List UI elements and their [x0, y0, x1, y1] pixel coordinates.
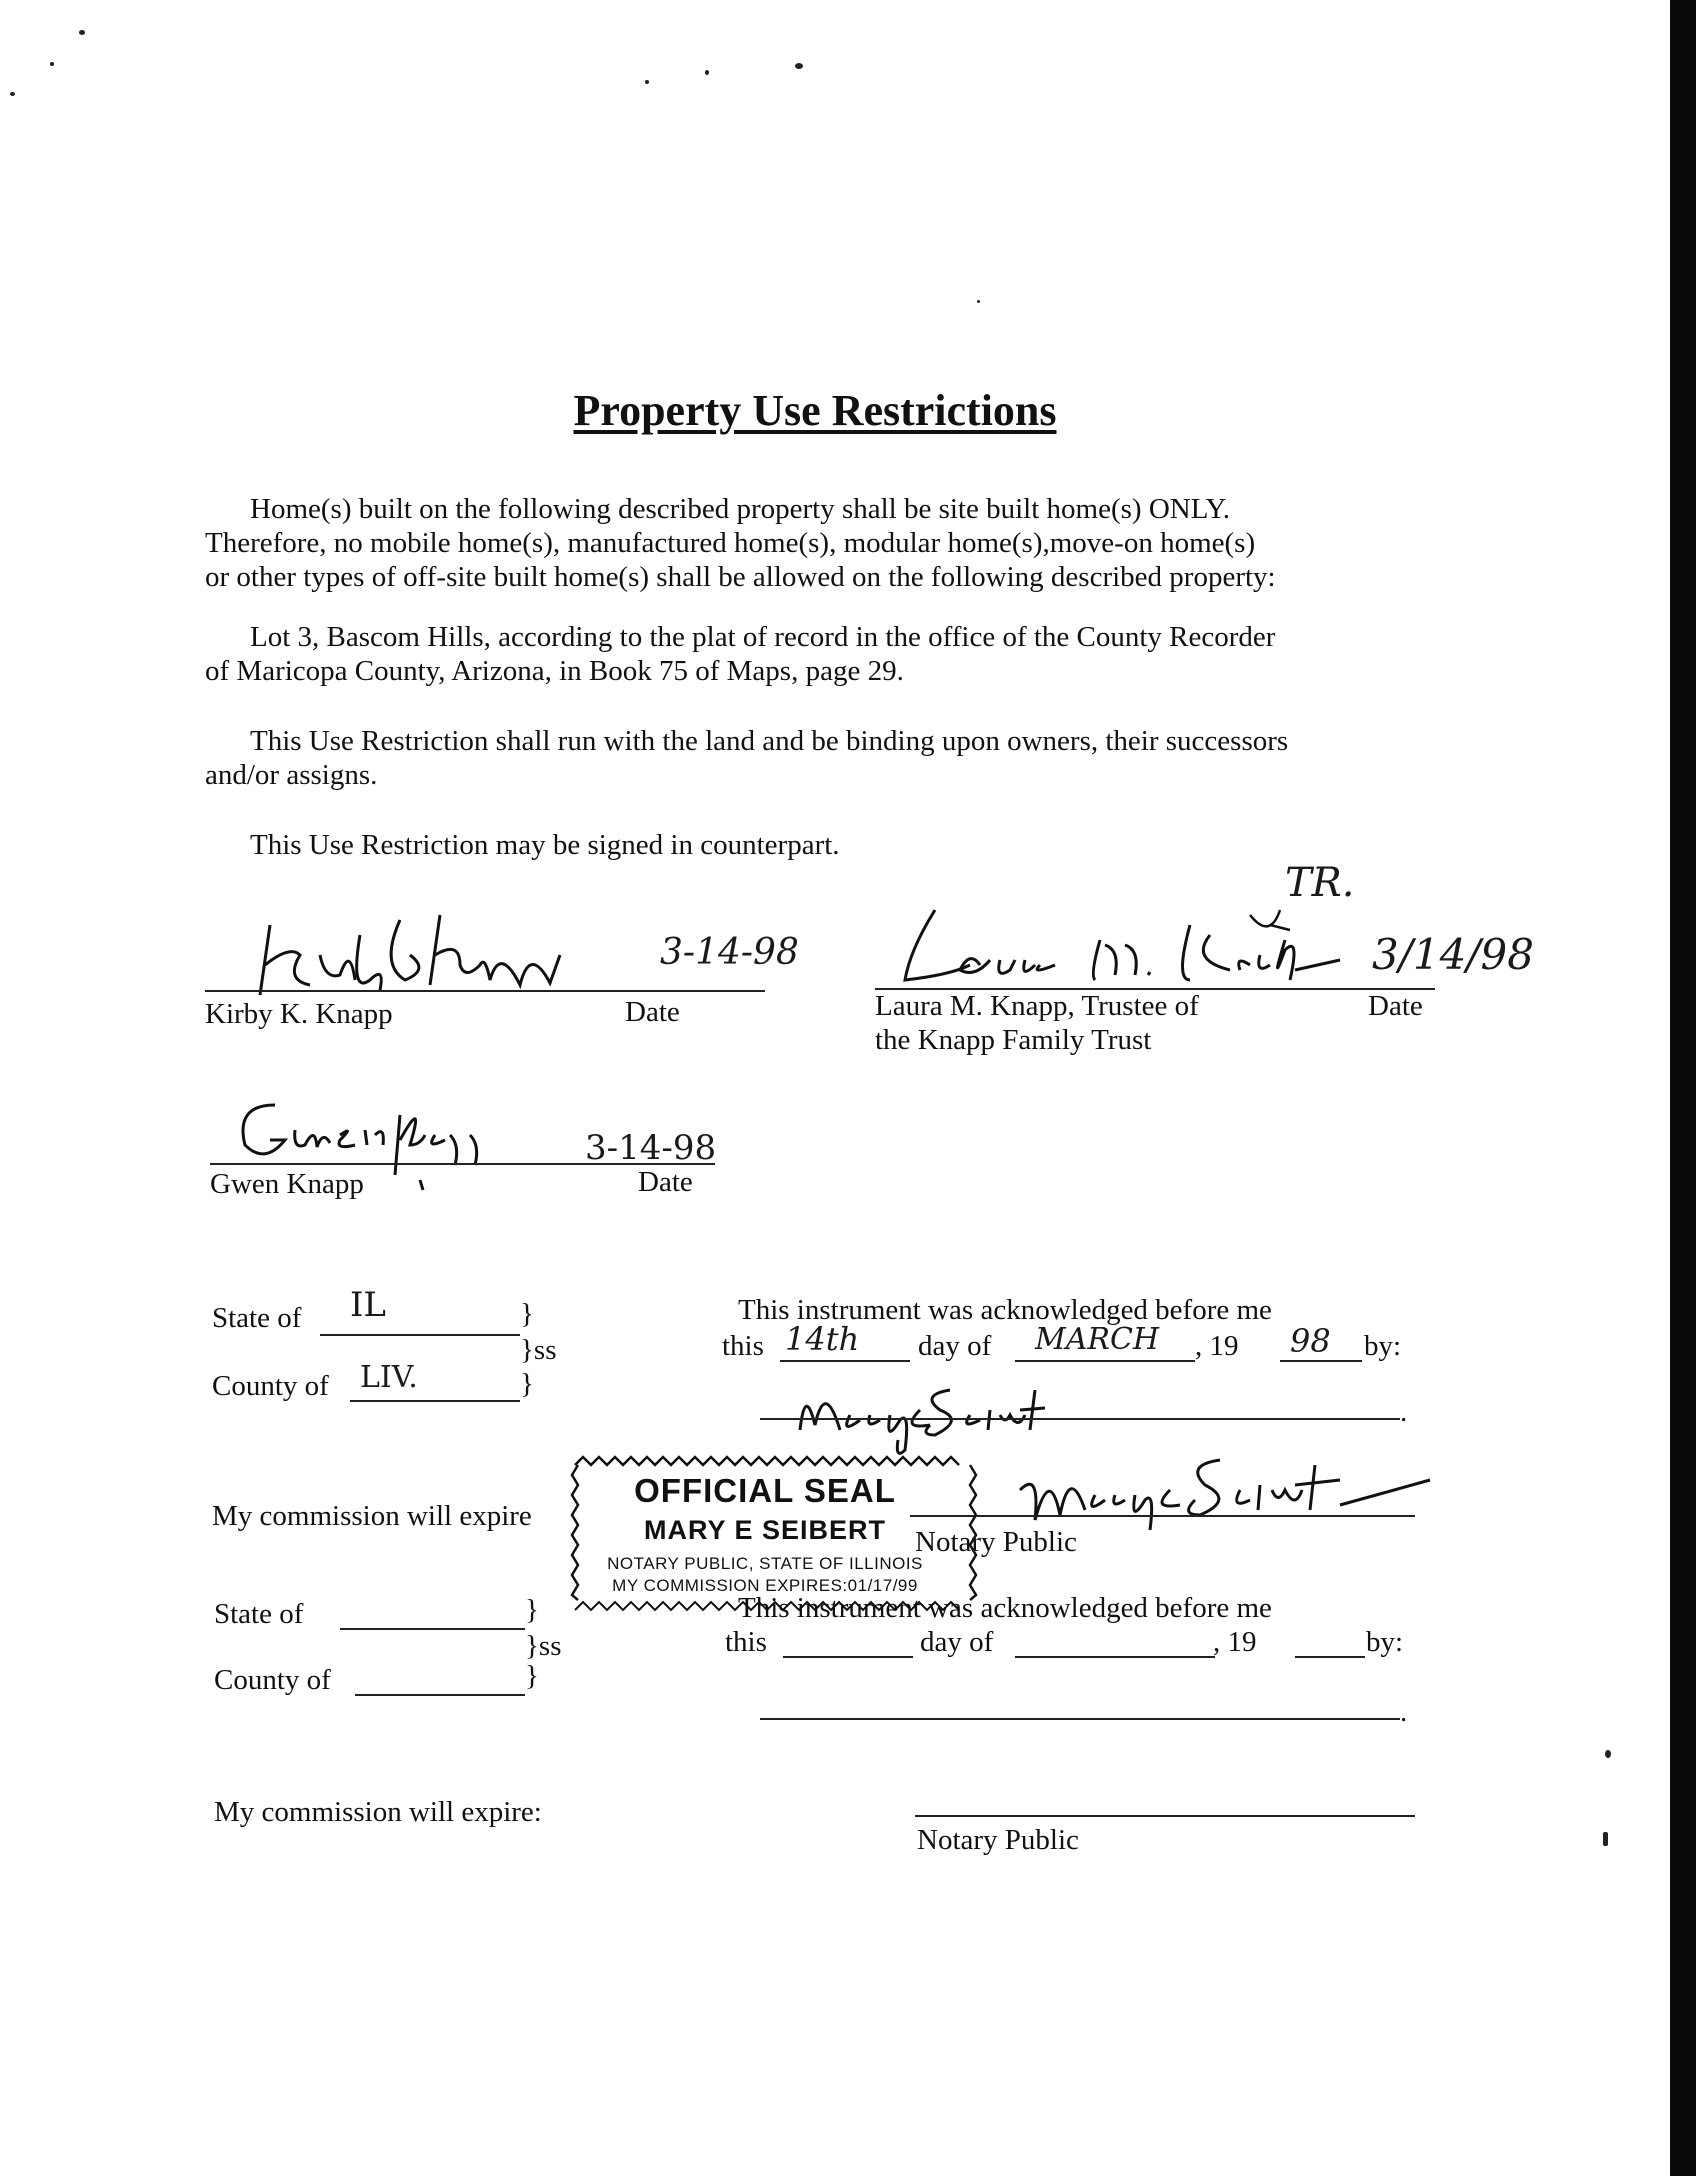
- notary1-month-line: [1015, 1360, 1195, 1362]
- notary1-public-line: [910, 1515, 1415, 1517]
- scan-speck: [705, 70, 709, 75]
- notary1-by-label: by:: [1364, 1330, 1402, 1362]
- notary1-county-value: LIV.: [360, 1360, 418, 1395]
- seal-notary-name: MARY E SEIBERT: [643, 1515, 887, 1545]
- scan-speck: [645, 80, 649, 84]
- notary1-year-line: [1280, 1360, 1362, 1362]
- paragraph3-line1: This Use Restriction shall run with the land and be binding upon owners, their successors: [250, 725, 1289, 757]
- notary2-commission-label: My commission will expire:: [214, 1796, 542, 1828]
- notary1-ack-line: This instrument was acknowledged before me: [738, 1294, 1272, 1326]
- paragraph1-line2: Therefore, no mobile home(s), manufactured home(s), modular home(s),move-on home(s): [205, 527, 1256, 559]
- notary2-county-line: [355, 1694, 525, 1696]
- gwen-date-value: 3-14-98: [585, 1128, 717, 1168]
- notary1-day-line: [780, 1360, 910, 1362]
- notary1-brace-top: }: [520, 1298, 534, 1330]
- kirby-date-label: Date: [625, 996, 680, 1028]
- notary1-public-label: Notary Public: [915, 1526, 1077, 1558]
- gwen-date-label: Date: [638, 1166, 693, 1198]
- scan-speck: [977, 300, 980, 303]
- gwen-name-label: Gwen Knapp: [210, 1168, 364, 1200]
- laura-name-label-line2: the Knapp Family Trust: [875, 1024, 1152, 1056]
- paragraph2-line2: of Maricopa County, Arizona, in Book 75 of Maps, page 29.: [205, 655, 904, 687]
- laura-signature: [890, 890, 1370, 1000]
- laura-trustee-annotation: TR.: [1285, 860, 1355, 906]
- laura-name-label-line1: Laura M. Knapp, Trustee of: [875, 990, 1199, 1022]
- scan-speck: [1605, 1750, 1611, 1758]
- paragraph2-line1: Lot 3, Bascom Hills, according to the plat of record in the office of the County Recorder: [250, 621, 1276, 653]
- notary2-year-line: [1295, 1656, 1365, 1658]
- scan-speck: [10, 92, 15, 96]
- notary1-day-value: 14th: [785, 1320, 860, 1358]
- scan-speck: [1603, 1832, 1608, 1846]
- notary2-public-line: [915, 1815, 1415, 1817]
- seal-notary-state: NOTARY PUBLIC, STATE OF ILLINOIS: [607, 1554, 923, 1573]
- notary1-this-label: this: [722, 1330, 764, 1362]
- notary2-brace-top: }: [525, 1594, 539, 1626]
- paragraph1-line3: or other types of off-site built home(s) shall be allowed on the following described property:: [205, 561, 1276, 593]
- counterpart-paragraph: [205, 828, 1445, 862]
- scan-speck: [79, 30, 85, 35]
- laura-date-value: 3/14/98: [1372, 930, 1534, 979]
- notary2-year-prefix: , 19: [1213, 1626, 1257, 1658]
- notary1-state-line: [320, 1334, 520, 1336]
- notary1-day-of-label: day of: [918, 1330, 992, 1362]
- notary2-name-period: .: [1400, 1696, 1408, 1728]
- seal-commission-expiry: MY COMMISSION EXPIRES:01/17/99: [612, 1576, 918, 1595]
- scan-speck: [795, 63, 803, 69]
- notary1-name-period: .: [1400, 1396, 1408, 1428]
- kirby-signature: [230, 885, 650, 1015]
- notary2-day-of-label: day of: [920, 1626, 994, 1658]
- notary1-commission-label: My commission will expire: [212, 1500, 532, 1532]
- kirby-date-value: 3-14-98: [660, 932, 799, 973]
- notary1-year-value: 98: [1290, 1322, 1331, 1360]
- paragraph1-line1: Home(s) built on the following described property shall be site built home(s) ONLY.: [250, 493, 1230, 525]
- notary2-state-label: State of: [214, 1598, 304, 1630]
- laura-date-label: Date: [1368, 990, 1423, 1022]
- notary1-month-value: MARCH: [1035, 1322, 1160, 1357]
- notary2-public-label: Notary Public: [917, 1824, 1079, 1856]
- paragraph4: This Use Restriction may be signed in counterpart.: [250, 829, 840, 861]
- notary2-day-line: [783, 1656, 913, 1658]
- official-seal-stamp: [570, 1450, 980, 1625]
- scan-speck: [50, 62, 54, 66]
- kirby-signature-line: [205, 990, 765, 992]
- notary2-county-label: County of: [214, 1664, 331, 1696]
- notary1-year-prefix: , 19: [1195, 1330, 1239, 1362]
- notary2-month-line: [1015, 1656, 1215, 1658]
- gwen-signature-line: [210, 1163, 715, 1165]
- notary1-acknowledged-signature: [780, 1370, 1210, 1450]
- notary2-ack-line: This instrument was acknowledged before me: [738, 1592, 1272, 1624]
- paragraph3-line2: and/or assigns.: [205, 759, 378, 791]
- legal-description-paragraph: [205, 620, 1445, 688]
- seal-title: OFFICIAL SEAL: [634, 1472, 896, 1509]
- notary1-state-value: IL: [350, 1285, 387, 1325]
- notary2-acknowledged-name-line: [760, 1718, 1400, 1720]
- notary1-county-label: County of: [212, 1370, 329, 1402]
- notary2-brace-bottom: }: [525, 1660, 539, 1692]
- notary2-ss: }ss: [525, 1630, 562, 1662]
- notary1-state-label: State of: [212, 1302, 302, 1334]
- notary1-ss: }ss: [520, 1334, 557, 1366]
- notary2-by-label: by:: [1366, 1626, 1404, 1658]
- notary1-county-line: [350, 1400, 520, 1402]
- scan-edge-bar: [1670, 0, 1696, 2176]
- notary1-brace-bottom: }: [520, 1368, 534, 1400]
- kirby-name-label: Kirby K. Knapp: [205, 998, 393, 1030]
- notary2-state-line: [340, 1628, 525, 1630]
- notary2-this-label: this: [725, 1626, 767, 1658]
- restriction-paragraph: [205, 492, 1445, 594]
- binding-paragraph: [205, 724, 1445, 792]
- notary1-acknowledged-name-line: [760, 1418, 1400, 1420]
- document-title: Property Use Restrictions: [573, 386, 1057, 435]
